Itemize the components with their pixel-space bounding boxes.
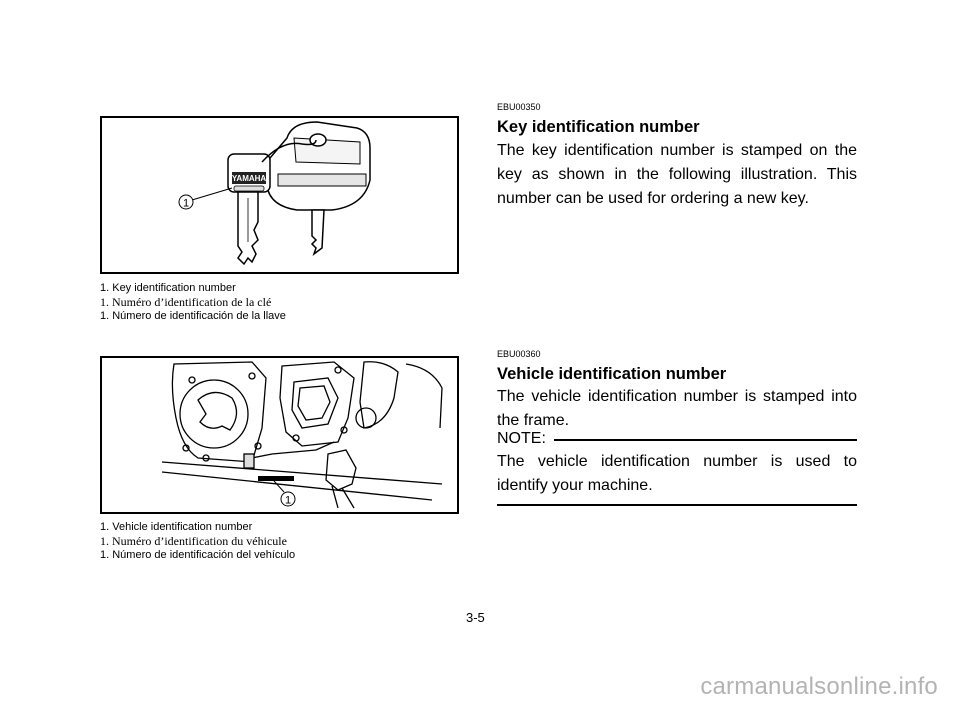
caption-english: 1. Vehicle identification number [100, 521, 253, 533]
section-code: EBU00360 [497, 349, 541, 359]
note-header [497, 430, 857, 448]
section-heading: Key identification number [497, 118, 700, 136]
callout-number: 1 [182, 197, 190, 210]
section-heading: Vehicle identification number [497, 365, 727, 383]
key-brand-label: YAMAHA [231, 174, 267, 183]
note-label: NOTE: [497, 430, 546, 447]
caption-english: 1. Key identification number [100, 282, 236, 294]
figure2-captions [100, 520, 295, 562]
caption-french: 1. Numéro d’identification du véhicule [100, 534, 287, 548]
key-illustration [100, 116, 459, 274]
page-number: 3-5 [466, 610, 485, 625]
figure1-captions [100, 281, 286, 323]
key-drawing [102, 118, 457, 272]
note-body: The vehicle identification number is used to identify your machine. [497, 453, 857, 494]
note-bottom-rule [497, 504, 857, 506]
note-box [497, 430, 857, 506]
note-top-rule [554, 439, 857, 441]
caption-french: 1. Numéro d’identification de la clé [100, 295, 272, 309]
caption-spanish: 1. Número de identificación del vehículo [100, 549, 296, 561]
vin-stamp-mark [258, 476, 294, 481]
spare-key [267, 122, 370, 254]
section-code: EBU00350 [497, 102, 541, 112]
frame-drawing [102, 358, 457, 512]
section-body: The vehicle identification number is stamped into the frame. [497, 388, 857, 429]
watermark: carmanualsonline.info [700, 673, 938, 700]
callout-number: 1 [284, 494, 292, 507]
main-key [228, 154, 270, 264]
frame-illustration [100, 356, 459, 514]
caption-spanish: 1. Número de identificación de la llave [100, 310, 286, 322]
section-body: The key identification number is stamped on the key as shown in the following illustration. This number can be used for ordering a new key. [497, 142, 857, 207]
